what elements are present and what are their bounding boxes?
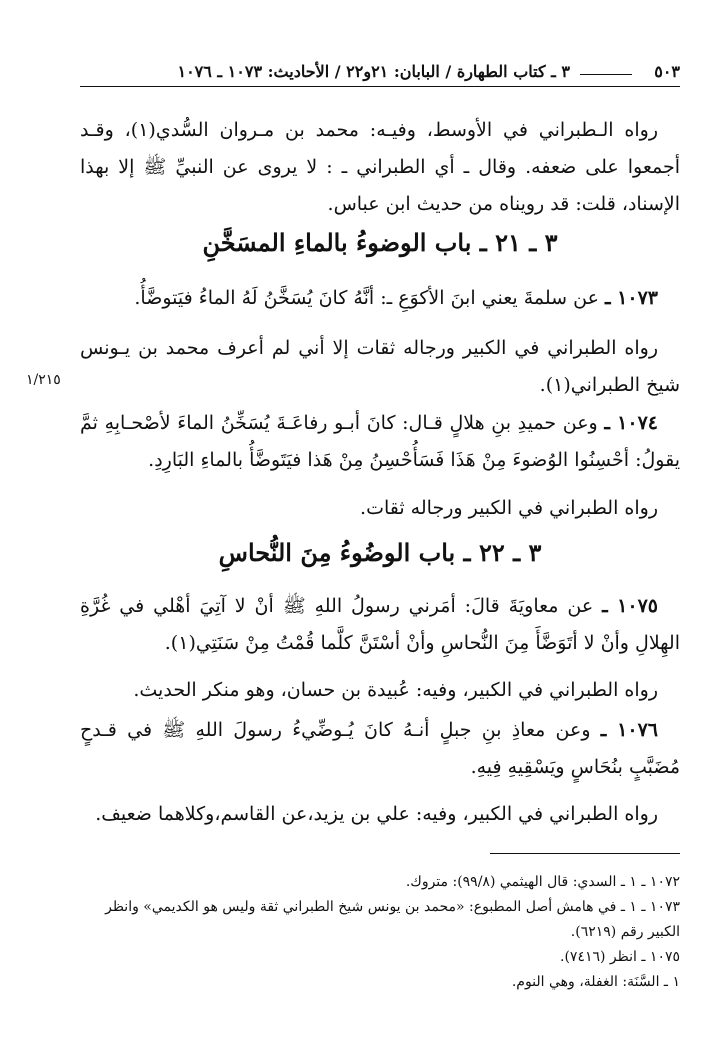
- hadith-text: عن معاويَةَ قالَ: أمَرني رسولُ اللهِ ﷺ أنْ لا آتِيَ أهْلي في غُرَّةِ الهِلالِ وأنْ لا أتَوَضَّأَ مِنَ النُّحاسِ وأنْ أسْتَنَّ كلَّما قُمْتُ مِنْ سَنَتِي(١).: [80, 595, 680, 654]
- paragraph-text: رواه الطبراني في الكبير، وفيه: علي بن يزيد،عن القاسم،وكلاهما ضعيف.: [95, 803, 658, 825]
- footnote: ١٠٧٢ ـ ١ ـ السدي: قال الهيثمي (٩٩/٨): متروك.: [405, 874, 680, 890]
- footnote: ١٠٧٣ ـ ١ ـ في هامش أصل المطبوع: «محمد بن يونس شيخ الطبراني ثقة وليس هو الكديمي» وانظر الكبير رقم (٦٢١٩).: [105, 899, 680, 940]
- hadith-number: ١٠٧٥ ـ: [602, 595, 658, 617]
- page-number: ٥٠٣: [654, 62, 680, 81]
- header-divider: [80, 86, 680, 87]
- hadith-number: ١٠٧٦ ـ: [600, 719, 658, 741]
- hadith-text: وعن حميدِ بنِ هلالٍ قـال: كانَ أبـو رفاعَـةَ يُسَخِّنُ الماءَ لأصْحـابِهِ ثمَّ يقولُ: أحْسِنُوا الوُضوءَ مِنْ هَذَا فَسَأُحْسِنُ مِنْ هَذا فيَتَوضَّأُ بالماءِ البَارِدِ.: [80, 412, 680, 471]
- paragraph-text: رواه الطبراني في الكبير ورجاله ثقات.: [360, 497, 658, 519]
- hadith-1075: [80, 588, 680, 662]
- hadith-1075-commentary: [80, 672, 680, 709]
- section-title-22: ٣ ـ ٢٢ ـ باب الوضُوءُ مِنَ النُّحاسِ: [218, 538, 542, 567]
- footnote: ١٠٧٥ ـ انظر (٧٤١٦).: [560, 949, 680, 965]
- hadith-text: عن سلمةَ يعني ابنَ الأكوَعِ ـ: أنَّهُ كانَ يُسَخَّنُ لَهُ الماءُ فيَتوضَّأُ.: [134, 287, 599, 309]
- footnotes: [80, 870, 680, 995]
- hadith-1074: [80, 405, 680, 479]
- running-title: ٣ ـ كتاب الطهارة / البابان: ٢١و٢٢ / الأحاديث: ١٠٧٣ ـ ١٠٧٦: [177, 62, 570, 81]
- header-dash-rule: [580, 74, 632, 75]
- hadith-text: وعن معاذِ بنِ جبلٍ أنـهُ كانَ يُـوضِّيءُ رسولَ اللهِ ﷺ في قـدحٍ مُضَبَّبٍ بنُحَاسٍ ويَسْقِيهِ فِيهِ.: [80, 719, 680, 778]
- paragraph-intro: [80, 112, 680, 223]
- section-title-21: ٣ ـ ٢١ ـ باب الوضوءُ بالماءِ المسَخَّنِ: [202, 228, 558, 257]
- hadith-number: ١٠٧٣ ـ: [604, 287, 658, 309]
- page-header: [80, 62, 680, 86]
- margin-reference: ١/٢١٥: [26, 372, 61, 388]
- hadith-number: ١٠٧٤ ـ: [604, 412, 658, 434]
- hadith-1073-commentary: [80, 330, 680, 404]
- paragraph-text: رواه الـطبراني في الأوسط، وفيـه: محمد بن مـروان السُّدي(١)، وقـد أجمعوا على ضعفه. وقال ـ أي الطبراني ـ : لا يروى عن النبيِّ ﷺ إلا بهذا الإسناد، قلت: قد رويناه من حديث ابن عباس.: [80, 119, 680, 215]
- hadith-1073: [80, 280, 680, 317]
- footnote-divider: [490, 853, 680, 854]
- hadith-1076-commentary: [80, 796, 680, 833]
- hadith-1074-commentary: [80, 490, 680, 527]
- paragraph-text: رواه الطبراني في الكبير، وفيه: عُبيدة بن حسان، وهو منكر الحديث.: [133, 679, 658, 701]
- hadith-1076: [80, 712, 680, 786]
- footnote: ١ ـ السَّنَة: الغفلة، وهي النوم.: [511, 974, 680, 990]
- paragraph-text: رواه الطبراني في الكبير ورجاله ثقات إلا أني لم أعرف محمد بن يـونس شيخ الطبراني(١).: [80, 337, 680, 396]
